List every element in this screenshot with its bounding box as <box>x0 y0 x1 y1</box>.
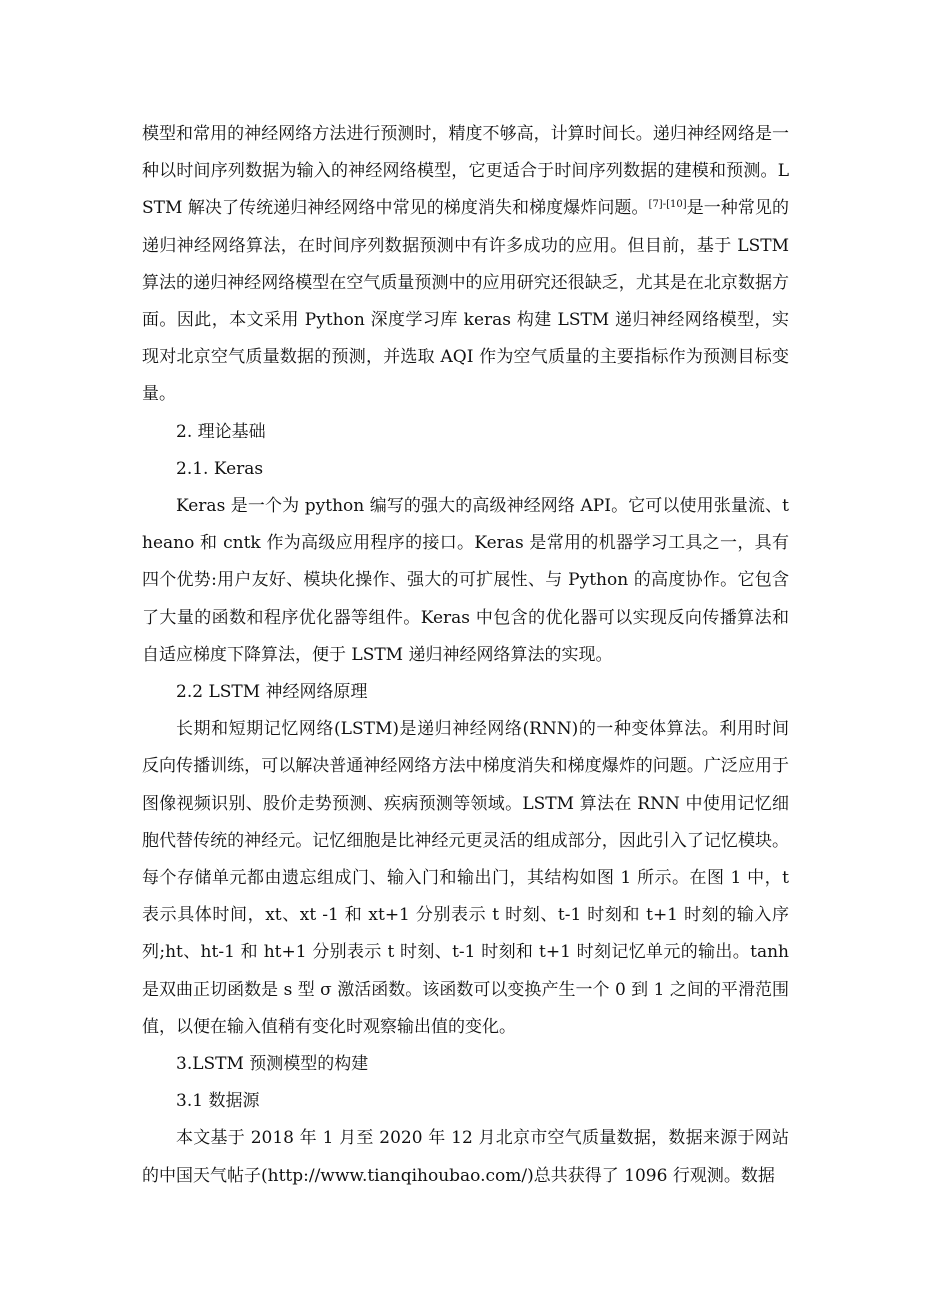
paper-body <box>142 116 789 1195</box>
paragraph-intro-text: 模型和常用的神经网络方法进行预测时，精度不够高，计算时间长。递归神经网络是一种以时间序列数据为输入的神经网络模型，它更适合于时间序列数据的建模和预测。LSTM 解决了传统递归神经网络中常见的梯度消失和梯度爆炸问题。 <box>142 124 789 219</box>
paragraph-datasource: 本文基于 2018 年 1 月至 2020 年 12 月北京市空气质量数据，数据来源于网站的中国天气帖子(http://www.tianqihoubao.com/)总共获得了 1096 行观测。数据 <box>142 1128 789 1186</box>
section-heading-model: 3.LSTM 预测模型的构建 <box>176 1054 369 1075</box>
subsection-heading-lstm: 2.2 LSTM 神经网络原理 <box>176 682 368 703</box>
paragraph-intro-rest: 是一种常见的递归神经网络算法，在时间序列数据预测中有许多成功的应用。但目前，基于 LSTM 算法的递归神经网络模型在空气质量预测中的应用研究还很缺乏，尤其是在北京数据方面。因此，本文采用 Python 深度学习库 keras 构建 LSTM 递归神经网络模型，实现对北京空气质量数据的预测，并选取 AQI 作为空气质量的主要指标作为预测目标变量。 <box>142 198 789 405</box>
citation-ref: [7]-[10] <box>648 199 687 211</box>
subsection-heading-keras: 2.1. Keras <box>176 458 264 479</box>
section-heading-theory: 2. 理论基础 <box>176 421 266 442</box>
paragraph-keras: Keras 是一个为 python 编写的强大的高级神经网络 API。它可以使用张量流、theano 和 cntk 作为高级应用程序的接口。Keras 是常用的机器学习工具之一，具有四个优势:用户友好、模块化操作、强大的可扩展性、与 Python 的高度协作。它包含了大量的函数和程序优化器等组件。Keras 中包含的优化器可以实现反向传播算法和自适应梯度下降算法，便于 LSTM 递归神经网络算法的实现。 <box>142 496 789 665</box>
paragraph-intro <box>142 116 789 414</box>
paragraph-lstm: 长期和短期记忆网络(LSTM)是递归神经网络(RNN)的一种变体算法。利用时间反向传播训练，可以解决普通神经网络方法中梯度消失和梯度爆炸的问题。广泛应用于图像视频识别、股价走势预测、疾病预测等领域。LSTM 算法在 RNN 中使用记忆细胞代替传统的神经元。记忆细胞是比神经元更灵活的组成部分，因此引入了记忆模块。每个存储单元都由遗忘组成门、输入门和输出门，其结构如图 1 所示。在图 1 中，t 表示具体时间，xt、xt -1 和 xt+1 分别表示 t 时刻、t-1 时刻和 t+1 时刻的输入序列;ht、ht-1 和 ht+1 分别表示 t 时刻、t-1 时刻和 t+1 时刻记忆单元的输出。tanh 是双曲正切函数是 s 型 σ 激活函数。该函数可以变换产生一个 0 到 1 之间的平滑范围值，以便在输入值稍有变化时观察输出值的变化。 <box>142 719 789 1037</box>
subsection-heading-datasource: 3.1 数据源 <box>176 1091 260 1112</box>
